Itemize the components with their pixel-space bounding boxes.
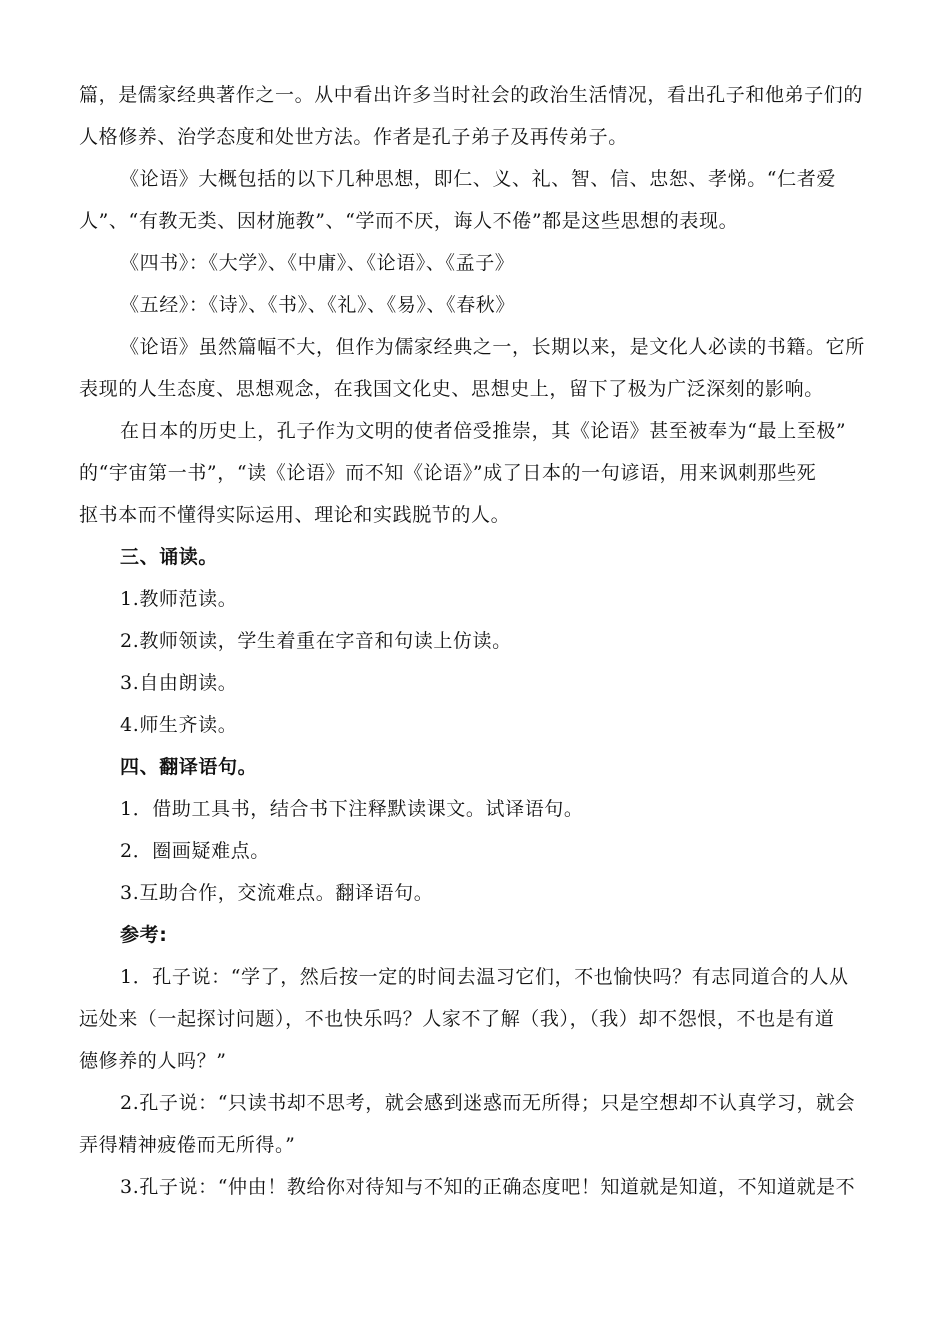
five-classics-line: 《五经》：《诗》、《书》、《礼》、《易》、《春秋》 bbox=[120, 294, 516, 316]
reference-item: 2.孔子说：“只读书却不思考，就会感到迷惑而无所得；只是空想却不认真学习，就会 bbox=[120, 1092, 856, 1114]
reference-item-cont: 远处来（一起探讨问题），不也快乐吗？人家不了解（我），（我）却不怨恨，不也是有道 bbox=[79, 1008, 835, 1030]
section-heading-translate: 四、翻译语句。 bbox=[120, 756, 258, 778]
body-line: 《论语》大概包括的以下几种思想，即仁、义、礼、智、信、忠恕、孝悌。“仁者爱 bbox=[120, 168, 836, 190]
list-item: 2．圈画疑难点。 bbox=[120, 840, 270, 862]
section-heading-recite: 三、诵读。 bbox=[120, 546, 219, 568]
list-item: 1．借助工具书，结合书下注释默读课文。试译语句。 bbox=[120, 798, 584, 820]
body-line: 《论语》虽然篇幅不大，但作为儒家经典之一，长期以来，是文化人必读的书籍。它所 bbox=[120, 336, 865, 358]
document-page bbox=[79, 74, 869, 1208]
body-line: 抠书本而不懂得实际运用、理论和实践脱节的人。 bbox=[79, 504, 511, 526]
reference-item: 3.孔子说：“仲由！教给你对待知与不知的正确态度吧！知道就是知道，不知道就是不 bbox=[120, 1176, 856, 1198]
reference-heading: 参考: bbox=[120, 924, 168, 946]
body-line: 的“宇宙第一书”，“读《论语》而不知《论语》”成了日本的一句谚语，用来讽刺那些死 bbox=[79, 462, 817, 484]
list-item: 3.自由朗读。 bbox=[120, 672, 238, 694]
list-item: 3.互助合作，交流难点。翻译语句。 bbox=[120, 882, 434, 904]
body-line: 人”、“有教无类、因材施教”、“学而不厌，诲人不倦”都是这些思想的表现。 bbox=[79, 210, 739, 232]
four-books-line: 《四书》：《大学》、《中庸》、《论语》、《孟子》 bbox=[120, 252, 515, 274]
reference-item-cont: 弄得精神疲倦而无所得。” bbox=[79, 1134, 296, 1156]
list-item: 2.教师领读，学生着重在字音和句读上仿读。 bbox=[120, 630, 512, 652]
list-item: 1.教师范读。 bbox=[120, 588, 238, 610]
body-line: 在日本的历史上，孔子作为文明的使者倍受推崇，其《论语》甚至被奉为“最上至极” bbox=[120, 420, 847, 442]
reference-item-cont: 德修养的人吗？” bbox=[79, 1050, 227, 1072]
body-line: 人格修养、治学态度和处世方法。作者是孔子弟子及再传弟子。 bbox=[79, 126, 628, 148]
body-line: 篇，是儒家经典著作之一。从中看出许多当时社会的政治生活情况，看出孔子和他弟子们的 bbox=[79, 84, 864, 106]
list-item: 4.师生齐读。 bbox=[120, 714, 238, 736]
reference-item: 1．孔子说：“学了，然后按一定的时间去温习它们，不也愉快吗？有志同道合的人从 bbox=[120, 966, 849, 988]
body-line: 表现的人生态度、思想观念，在我国文化史、思想史上，留下了极为广泛深刻的影响。 bbox=[79, 378, 824, 400]
